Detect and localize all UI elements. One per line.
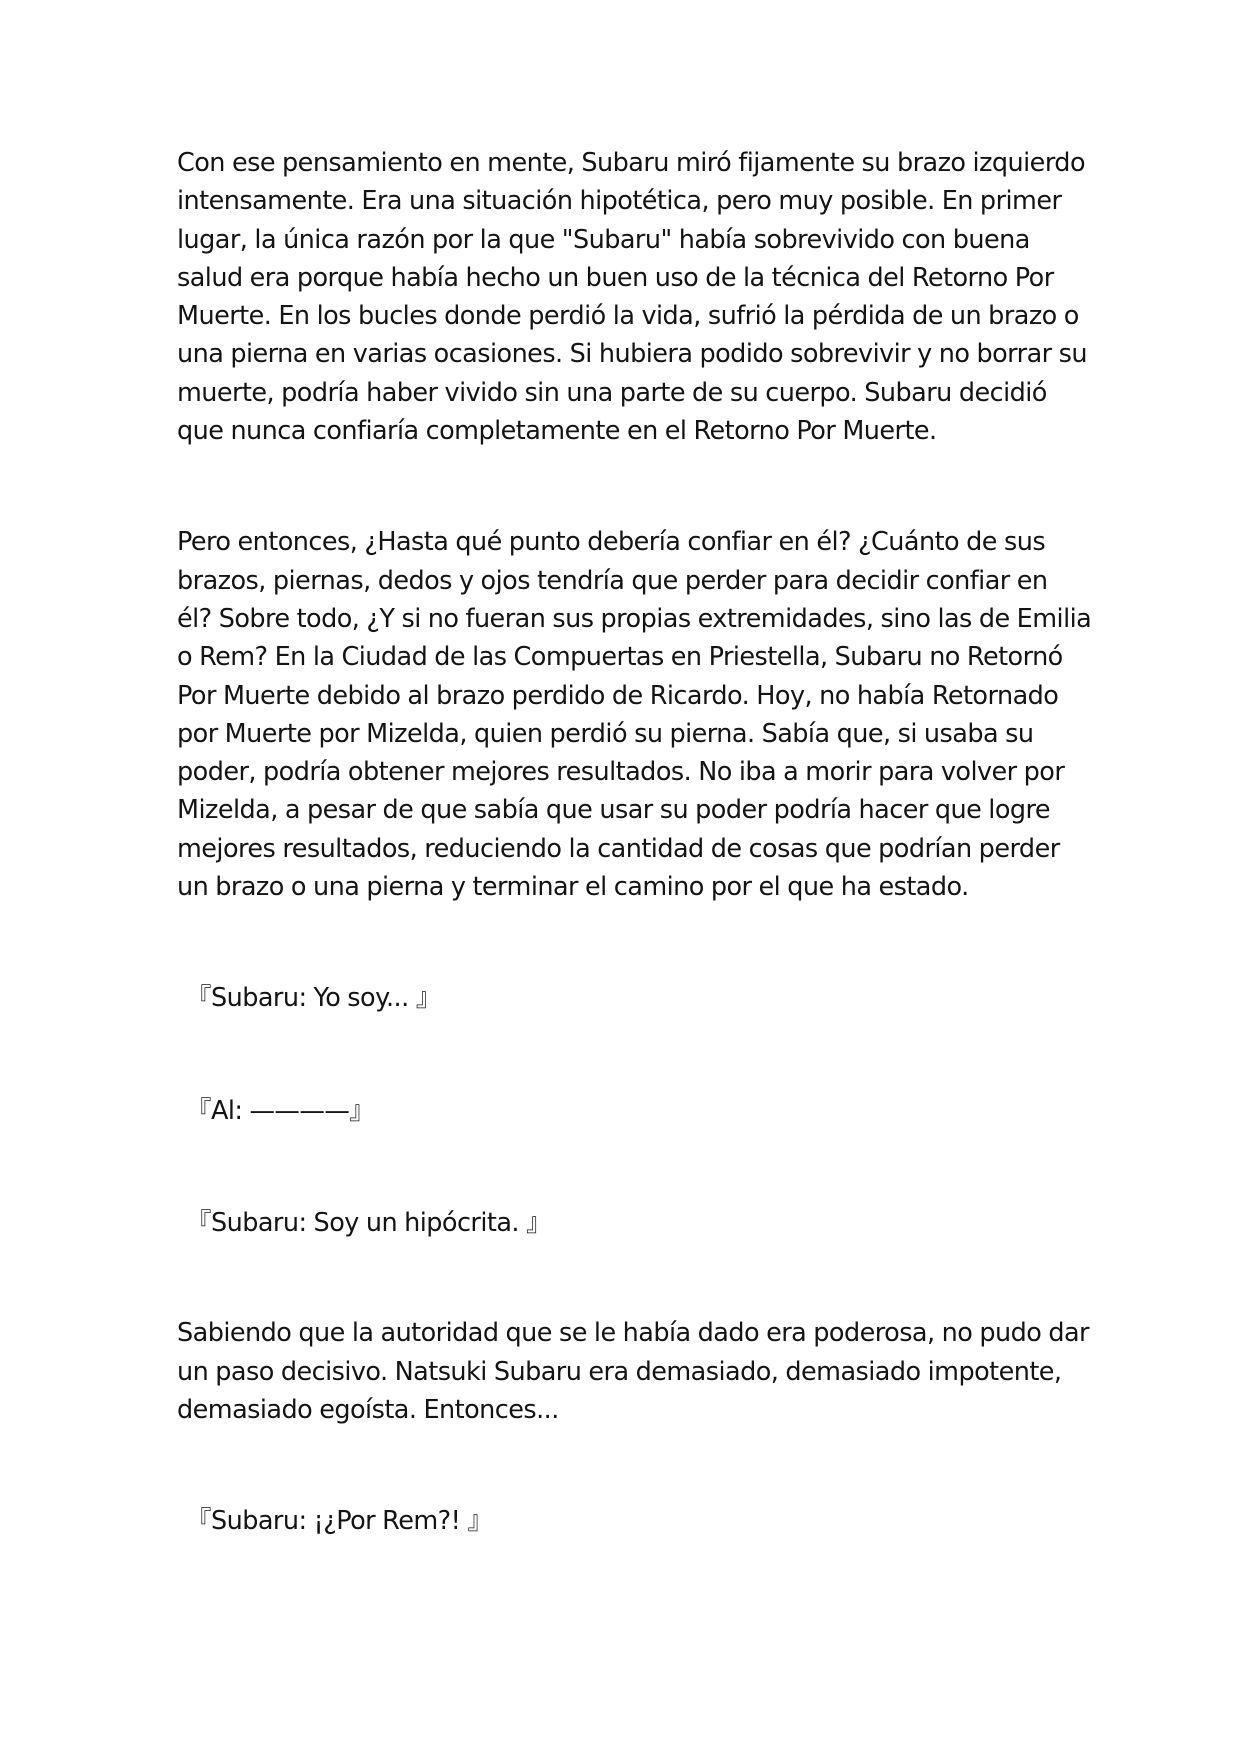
paragraph-line: o Rem? En la Ciudad de las Compuertas en Priestella, Subaru no Retornó [177,642,1063,673]
paragraph-line: un paso decisivo. Natsuki Subaru era demasiado, demasiado impotente, [177,1356,1062,1387]
paragraph-1 [177,144,1088,450]
paragraph-line: una pierna en varias ocasiones. Si hubiera podido sobrevivir y no borrar su [177,339,1088,370]
paragraph-line: un brazo o una pierna y terminar el camino por el que ha estado. [177,872,969,903]
paragraph-line: salud era porque había hecho un buen uso de la técnica del Retorno Por [177,262,1054,293]
paragraph-line: brazos, piernas, dedos y ojos tendría que perder para decidir confiar en [177,565,1048,596]
paragraph-line: poder, podría obtener mejores resultados. No iba a morir para volver por [177,757,1065,788]
paragraph-line: intensamente. Era una situación hipotética, pero muy posible. En primer [177,186,1062,217]
dialogue-line-3: 『Subaru: Soy un hipócrita. 』 [186,1207,551,1238]
paragraph-line: lugar, la única razón por la que "Subaru" había sobrevivido con buena [177,224,1030,255]
paragraph-line: Mizelda, a pesar de que sabía que usar su poder podría hacer que logre [177,795,1051,826]
paragraph-3 [177,1314,1089,1429]
paragraph-line: muerte, podría haber vivido sin una parte de su cuerpo. Subaru decidió [177,377,1047,408]
paragraph-line: por Muerte por Mizelda, quien perdió su pierna. Sabía que, si usaba su [177,718,1034,749]
dialogue-line-2: 『Al: ————』 [186,1095,375,1126]
paragraph-line: Sabiendo que la autoridad que se le había dado era poderosa, no pudo dar [177,1318,1089,1349]
paragraph-line: Muerte. En los bucles donde perdió la vida, sufrió la pérdida de un brazo o [177,301,1079,332]
paragraph-line: mejores resultados, reduciendo la cantidad de cosas que podrían perder [177,833,1060,864]
paragraph-2 [177,523,1092,906]
dialogue-line-4: 『Subaru: ¡¿Por Rem?! 』 [186,1506,493,1537]
paragraph-line: él? Sobre todo, ¿Y si no fueran sus propias extremidades, sino las de Emilia [177,603,1092,634]
paragraph-line: Con ese pensamiento en mente, Subaru miró fijamente su brazo izquierdo [177,148,1085,178]
paragraph-line: demasiado egoísta. Entonces... [177,1394,559,1425]
page-content [177,144,1092,1540]
paragraph-line: Por Muerte debido al brazo perdido de Ricardo. Hoy, no había Retornado [177,680,1059,711]
dialogue-line-1: 『Subaru: Yo soy... 』 [186,983,441,1014]
paragraph-line: que nunca confiaría completamente en el Retorno Por Muerte. [177,416,937,447]
paragraph-line: Pero entonces, ¿Hasta qué punto debería confiar en él? ¿Cuánto de sus [177,527,1046,558]
